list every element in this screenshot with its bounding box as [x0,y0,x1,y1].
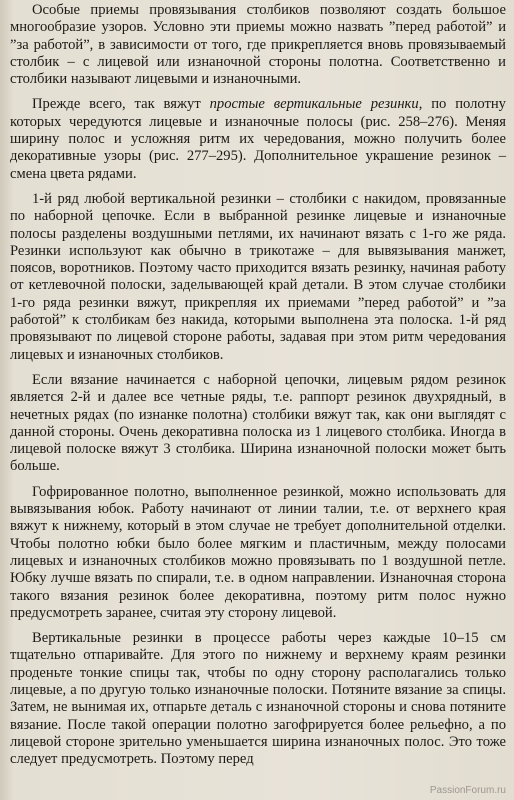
text-column [10,2,506,768]
paragraph-2-lead: Прежде всего, так вяжут [32,96,210,113]
paragraph-2 [10,96,506,182]
italic-term: простые вертикальные резинки [209,96,419,113]
paragraph-3: 1-й ряд любой вертикальной резинки – столбики с накидом, провязанные по наборной цепочке. Если в выбранной резинке лицевые и изнаночные полосы разделены воздушными петлями, их начинают вязать с 1-го же ряда. Резинки используют как обычно в трикотаже – для вывязывания манжет, поясов, воротников. Поэтому часто приходится вязать резинку, начиная работу от кетлевочной полоски, заделывающей край детали. В этом случае столбики 1-го ряда резинки вяжут, прикрепляя их приемами ”перед работой” и ”за работой” к столбикам без накида, которыми выполнена эта полоска. 1-й ряд провязывают по лицевой стороне работы, задавая при этом ритм чередования лицевых и изнаночных столбиков. [10,190,506,363]
paragraph-6: Вертикальные резинки в процессе работы через каждые 10–15 см тщательно отпаривайте. Для этого по нижнему и верхнему краям резинки проденьте тонкие спицы так, чтобы по одну сторону располагались только лицевые, а по другую только изнаночные полоски. Потяните вязание за спицы. Затем, не вынимая их, отпарьте деталь с изнаночной стороны и снова потяните вязание. После такой операции полотно загофрируется более рельефно, а по лицевой стороне зрительно уменьшается ширина изнаночных полос. Это тоже следует предусмотреть. Поэтому перед [10,630,506,768]
paragraph-4: Если вязание начинается с наборной цепочки, лицевым рядом резинок является 2-й и далее все четные ряды, т.е. раппорт резинок двухрядный, в нечетных рядах (по изнанке полотна) столбики вяжут так, как они выглядят с данной стороны. Очень декоративна полоска из 1 лицевого столбика. Иногда в лицевой полоске вяжут 3 столбика. Ширина изнаночной полоски может быть больше. [10,371,506,475]
paragraph-1: Особые приемы провязывания столбиков позволяют создать большое многообразие узоров. Условно эти приемы можно назвать ”перед работой” и ”за работой”, в зависимости от того, где прикрепляется вновь провязываемый столбик – с лицевой или изнаночной стороны полотна. Соответственно и столбики называют лицевыми и изнаночными. [10,2,506,88]
paragraph-5: Гофрированное полотно, выполненное резинкой, можно использовать для вывязывания юбок. Работу начинают от линии талии, т.е. от верхнего края вяжут к нижнему, который в этом случае не требует дополнительной отделки. Чтобы полотно юбки было более мягким и пластичным, между полосами лицевых и изнаночных столбиков можно провязывать по 1 воздушной петле. Юбку лучше вязать по спирали, т.е. в одном направлении. Изнаночная сторона такого вязания резинок более декоративна, поэтому ритм полос нужно предусмотреть заранее, считая эту сторону лицевой. [10,483,506,621]
paragraph-2-rest: , по полотну которых чередуются лицевые и изнаночные полосы (рис. 258–276). Меняя ширину полос и усложняя ритм их чередования, можно получить более декоративные узоры (рис. 277–295). Дополнительное украшение резинок – смена цвета рядами. [10,96,506,182]
watermark-text: PassionForum.ru [429,785,506,796]
